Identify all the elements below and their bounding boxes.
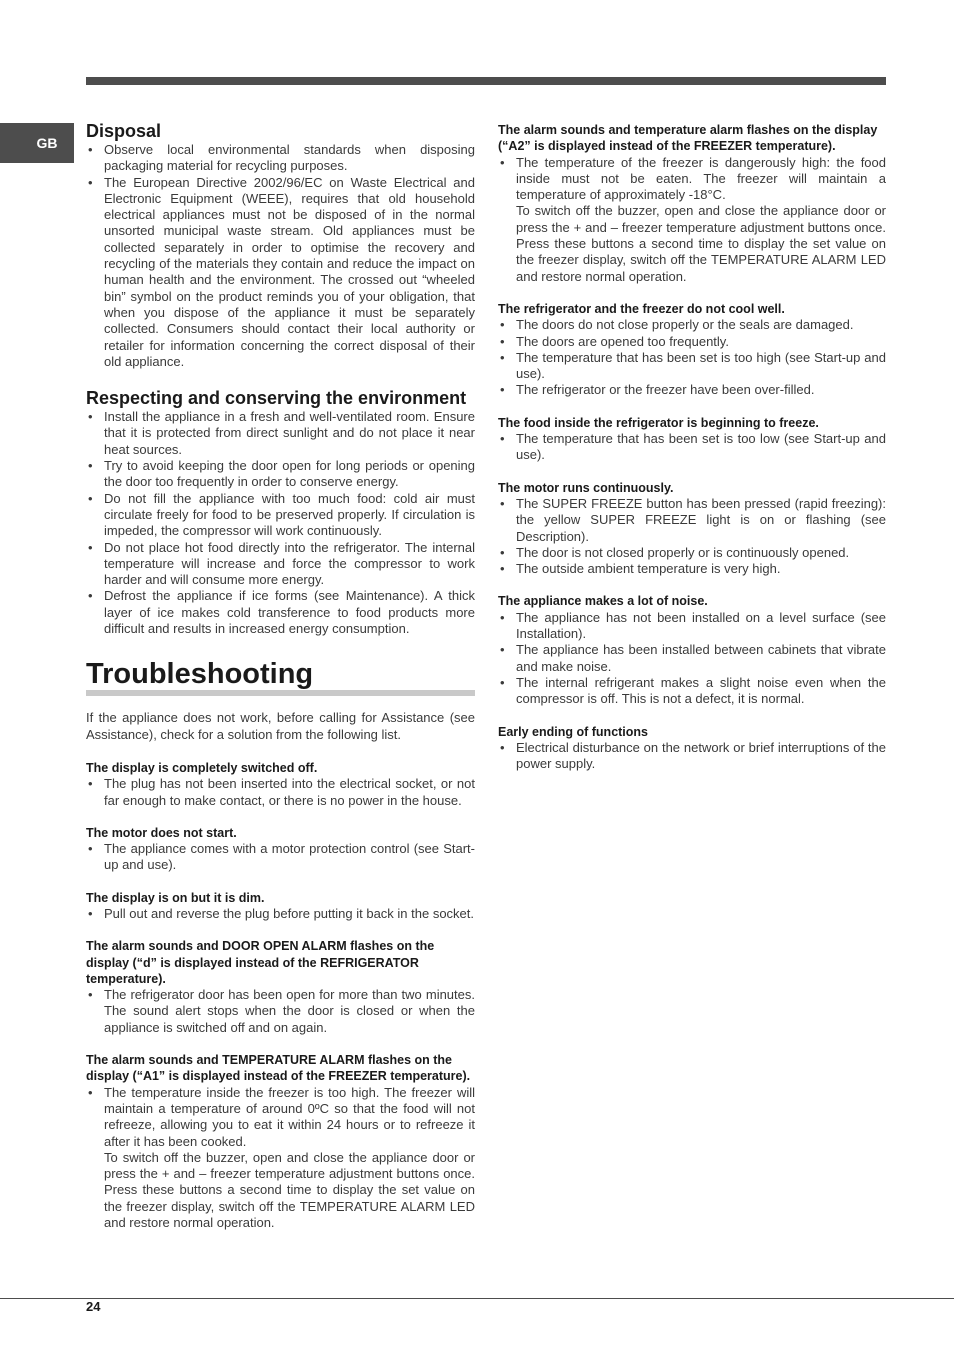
solution-list [86,906,475,922]
disposal-list [86,142,475,370]
problem-heading: The motor does not start. [86,825,237,840]
list-item: • The European Directive 2002/96/EC on Waste Electrical and Electronic Equipment (WEEE), requires that old household electrical appliances must not be disposed of in the normal unsorted municipal waste stream. Old appliances must be collected separately in order to optimise the recovery and recycling of the materials they contain and reduce the impact on human health and the environment. The crossed out “wheeled bin” symbol on the product reminds you of your obligation, that when you dispose of the appliance it must be separately collected. Consumers should contact their local authority or retailer for information concerning the correct disposal of their old appliance. [88,174,475,369]
solution-list [86,987,475,1036]
solution-list [498,431,886,464]
solution-list [498,155,886,285]
list-item: • Do not place hot food directly into the refrigerator. The internal temperature will increase and force the compressor to work harder and will consume more energy. [88,539,475,588]
list-item: • Install the appliance in a fresh and well-ventilated room. Ensure that it is protected from direct sunlight and do not place it near heat sources. [88,409,475,457]
list-item: • The temperature that has been set is too high (see Start-up and use). [500,349,886,382]
list-item: • The appliance has been installed between cabinets that vibrate and make noise. [500,642,886,674]
problem-heading: The refrigerator and the freezer do not cool well. [498,301,785,316]
solution-list [498,496,886,577]
problem-heading: The alarm sounds and temperature alarm flashes on the display (“A2” is displayed instead of the FREEZER temperature). [498,123,878,154]
problem-heading: The motor runs continuously. [498,480,674,495]
problem-heading: The appliance makes a lot of noise. [498,594,708,609]
problem-heading: The display is on but it is dim. [86,890,265,905]
list-item: • The appliance has not been installed on a level surface (see Installation). [500,609,886,642]
left-column [86,122,475,1231]
respecting-heading: Respecting and conserving the environment [86,388,467,409]
list-item: • The temperature of the freezer is dangerously high: the food inside must not be eaten. The freezer will maintain a temperature of approximately -18°C. To switch off the buzzer, open and close the appliance door or press the + and – freezer temperature adjustment buttons once. Press these buttons a second time to display the set value on the freezer display, switch off the TEMPERATURE ALARM LED and restore normal operation. [500,154,886,284]
solution-list [498,610,886,708]
problem-heading: The alarm sounds and TEMPERATURE ALARM flashes on the display (“A1” is displayed instead of the FREEZER temperature). [86,1053,471,1084]
top-rule [86,77,886,85]
problem-heading: The alarm sounds and DOOR OPEN ALARM flashes on the display (“d” is displayed instead of the REFRIGERATOR temperature). [86,939,435,986]
right-column [498,122,886,772]
list-item: • Defrost the appliance if ice forms (see Maintenance). A thick layer of ice makes cold transference to food products more difficult and results in increased energy consumption. [88,588,475,637]
footer-rule [0,1298,954,1299]
disposal-heading: Disposal [86,121,162,141]
left-troubleshooting-groups [86,760,475,1231]
list-item: • Electrical disturbance on the network or brief interruptions of the power supply. [500,739,886,772]
page-number: 24 [86,1299,101,1314]
list-item: • Observe local environmental standards when disposing packaging material for recycling purposes. [88,142,475,174]
language-label: GB [36,135,58,151]
list-item: • The refrigerator or the freezer have been over-filled. [500,382,815,398]
problem-heading: The display is completely switched off. [86,760,318,775]
solution-list [498,317,886,398]
list-item: • The plug has not been inserted into the electrical socket, or not far enough to make contact, or there is no power in the house. [88,776,475,808]
respecting-list [86,409,475,637]
list-item: • The temperature inside the freezer is too high. The freezer will maintain a temperature of around 0ºC so that the food will not refreeze, allowing you to eat it within 24 hours or to refreeze it after it has been cooked. To switch off the buzzer, open and close the appliance door or press the + and – freezer temperature adjustment buttons once. Press these buttons a second time to display the set value on the freezer display, switch off the TEMPERATURE ALARM LED and restore normal operation. [88,1084,475,1231]
list-item: • Try to avoid keeping the door open for long periods or opening the door too frequently in order to conserve energy. [88,458,475,490]
list-item: • The refrigerator door has been open for more than two minutes. The sound alert stops when the door is closed or when the appliance is switched off and on again. [88,987,475,1035]
problem-heading: Early ending of functions [498,724,649,739]
list-item: • Do not fill the appliance with too much food: cold air must circulate freely for food to be preserved properly. If circulation is impeded, the compressor will work continuously. [88,490,475,539]
solution-list [86,1085,475,1232]
list-item: • The temperature that has been set is too low (see Start-up and use). [500,431,886,463]
solution-list [498,740,886,773]
list-item: • The internal refrigerant makes a slight noise even when the compressor is off. This is not a defect, it is normal. [500,674,886,707]
list-item: • The appliance comes with a motor protection control (see Start-up and use). [88,841,475,873]
problem-heading: The food inside the refrigerator is beginning to freeze. [498,415,819,430]
troubleshooting-intro: If the appliance does not work, before calling for Assistance (see Assistance), check for a solution from the following list. [86,710,475,742]
solution-list [86,841,475,874]
list-item: • Pull out and reverse the plug before putting it back in the socket. [88,905,475,921]
troubleshooting-title: Troubleshooting [86,659,475,696]
list-item: • The door is not closed properly or is continuously opened. [500,544,850,560]
list-item: • The SUPER FREEZE button has been pressed (rapid freezing): the yellow SUPER FREEZE light is on or flashing (see Description). [500,495,886,544]
list-item: • The doors are opened too frequently. [500,333,729,349]
solution-list [86,776,475,809]
list-item: • The outside ambient temperature is very high. [500,561,781,577]
language-tab [0,123,74,163]
list-item: • The doors do not close properly or the seals are damaged. [500,317,854,333]
right-troubleshooting-groups [498,122,886,772]
